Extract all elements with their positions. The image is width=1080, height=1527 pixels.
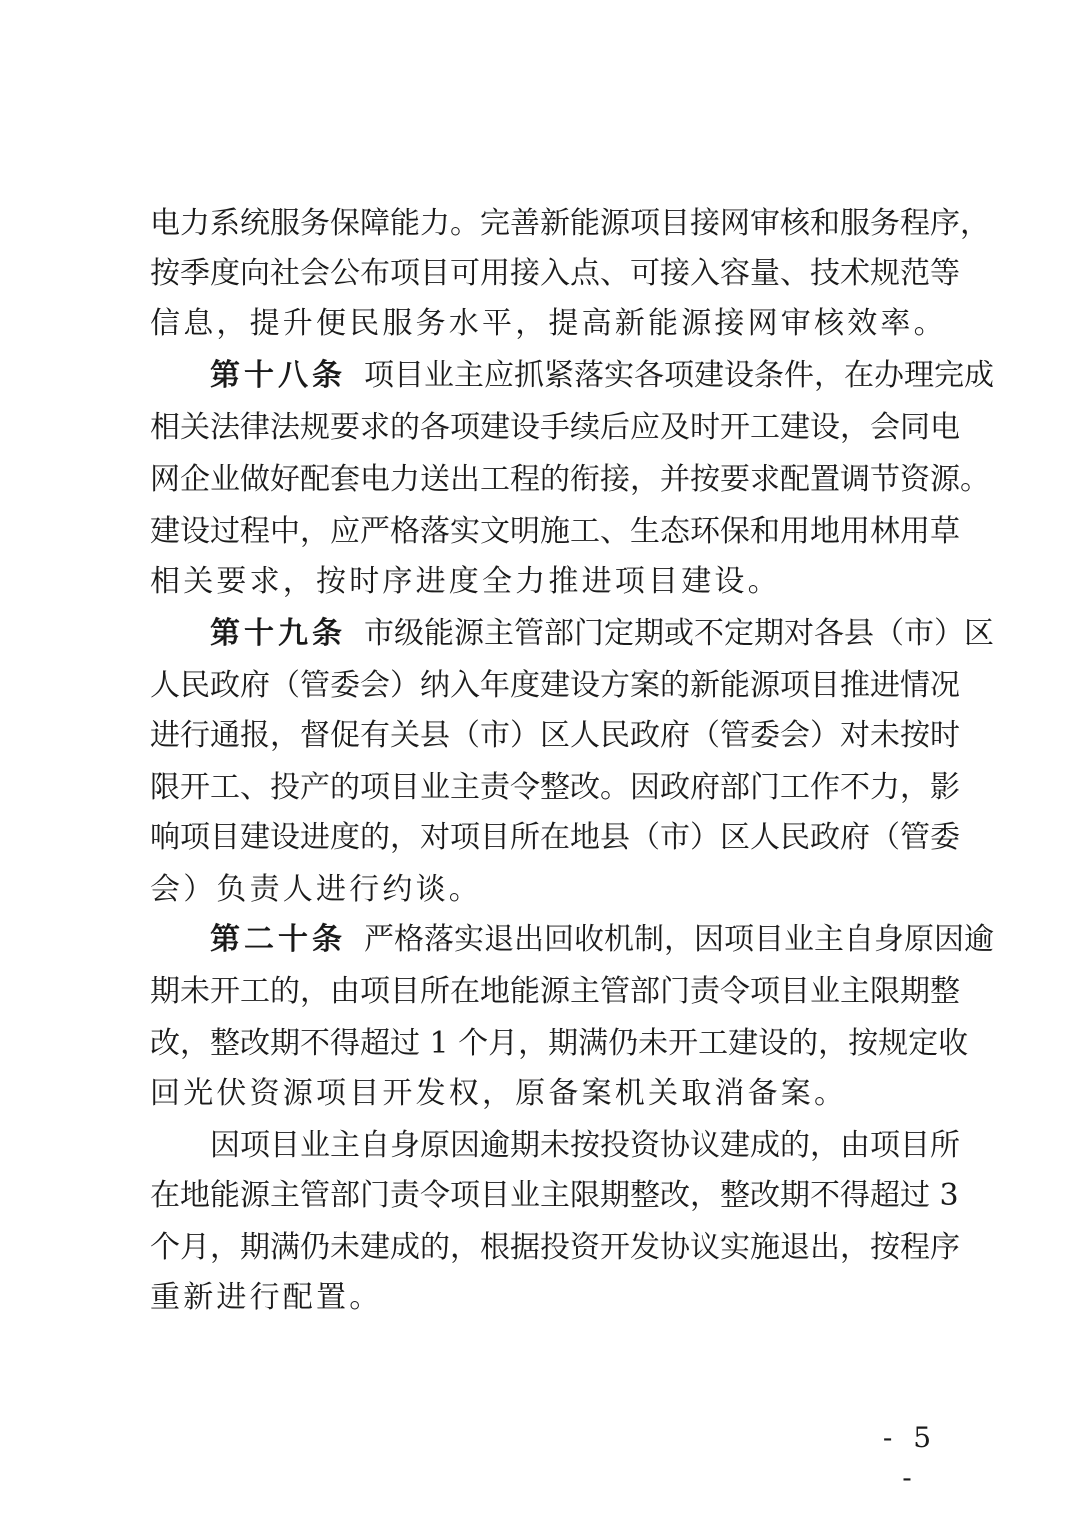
paragraph-line: 信息，提升便民服务水平，提高新能源接网审核效率。	[150, 306, 947, 341]
page-number: - 5 -	[882, 1421, 938, 1494]
paragraph-text: 项目业主应抓紧落实各项建设条件，在办理完成	[364, 358, 994, 393]
paragraph-line: 期未开工的，由项目所在地能源主管部门责令项目业主限期整	[150, 974, 960, 1009]
paragraph-line: 会）负责人进行约谈。	[150, 872, 482, 907]
paragraph-line: 改，整改期不得超过 1 个月，期满仍未开工建设的，按规定收	[150, 1026, 969, 1061]
paragraph-line: 建设过程中，应严格落实文明施工、生态环保和用地用林用草	[150, 514, 960, 549]
article-18-first-line	[210, 350, 994, 402]
article-19-heading: 第十九条	[210, 616, 346, 651]
paragraph-line: 人民政府（管委会）纳入年度建设方案的新能源项目推进情况	[150, 668, 960, 703]
paragraph-text: 严格落实退出回收机制，因项目业主自身原因逾	[364, 922, 994, 957]
paragraph-line: 电力系统服务保障能力。完善新能源项目接网审核和服务程序，	[150, 206, 990, 241]
article-18-heading: 第十八条	[210, 358, 346, 393]
paragraph-line: 网企业做好配套电力送出工程的衔接，并按要求配置调节资源。	[150, 462, 990, 497]
paragraph-line: 重新进行配置。	[150, 1280, 383, 1315]
paragraph-text: 市级能源主管部门定期或不定期对各县（市）区	[364, 616, 994, 651]
paragraph-line: 在地能源主管部门责令项目业主限期整改，整改期不得超过 3	[150, 1178, 959, 1213]
article-20-heading: 第二十条	[210, 922, 346, 957]
paragraph-line: 响项目建设进度的，对项目所在地县（市）区人民政府（管委	[150, 820, 960, 855]
paragraph-line: 个月，期满仍未建成的，根据投资开发协议实施退出，按程序	[150, 1230, 960, 1265]
article-19-first-line	[210, 608, 994, 660]
paragraph-line: 限开工、投产的项目业主责令整改。因政府部门工作不力，影	[150, 770, 960, 805]
paragraph-line: 回光伏资源项目开发权，原备案机关取消备案。	[150, 1076, 848, 1111]
paragraph-line: 相关法律法规要求的各项建设手续后应及时开工建设，会同电	[150, 410, 960, 445]
paragraph-line: 进行通报，督促有关县（市）区人民政府（管委会）对未按时	[150, 718, 960, 753]
article-20-first-line	[210, 914, 994, 966]
paragraph-line: 因项目业主自身原因逾期未按投资协议建成的，由项目所	[210, 1128, 960, 1163]
paragraph-line: 相关要求，按时序进度全力推进项目建设。	[150, 564, 781, 599]
paragraph-line: 按季度向社会公布项目可用接入点、可接入容量、技术规范等	[150, 256, 960, 291]
